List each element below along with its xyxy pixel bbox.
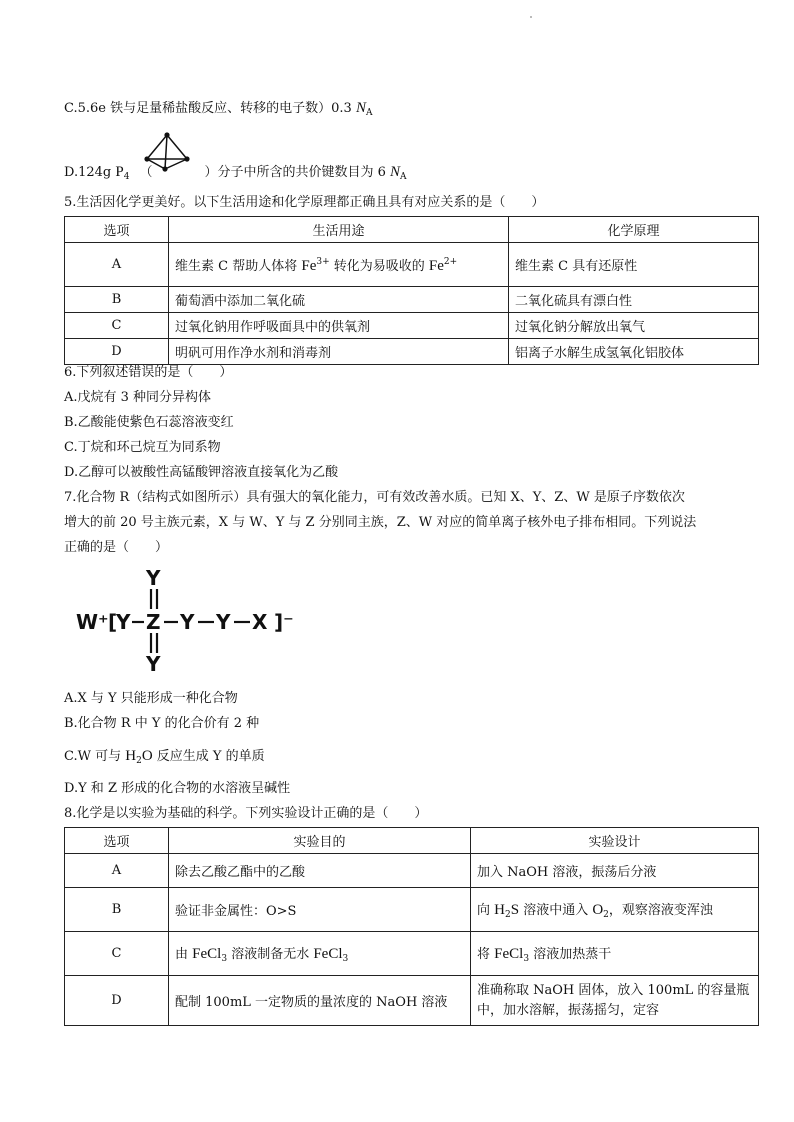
q7-option-a: A.X 与 Y 只能形成一种化合物 xyxy=(64,691,238,706)
q5-row-a-use: 维生素 C 帮助人体将 $Fe^{3+}$ 转化为易吸收的 $Fe^{2+}$ xyxy=(169,243,509,287)
structure-z: Z xyxy=(146,610,161,634)
q4-option-c: C.5.6e 铁与足量稀盐酸反应、转移的电子数）0.3 $N_A$ xyxy=(64,100,373,118)
table-row: D 配制 100mL 一定物质的量浓度的 NaOH 溶液 准确称取 NaOH 固体，放入 100mL 的容量瓶中，加水溶解，振荡摇匀，定容 xyxy=(65,976,759,1026)
q6-option-d: D.乙醇可以被酸性高锰酸钾溶液直接氧化为乙酸 xyxy=(64,465,339,480)
structure-bracket-open: [ xyxy=(108,610,118,634)
q6-stem: 6.下列叙述错误的是（ ） xyxy=(64,365,233,380)
q7-option-c: C.W 可与 $H_2O$ 反应生成 Y 的单质 xyxy=(64,748,265,766)
structure-y1: Y xyxy=(116,610,131,634)
q8-header-purpose: 实验目的 xyxy=(169,828,471,854)
q7-stem-line3: 正确的是（ ） xyxy=(64,540,169,555)
structure-bottom-y: Y xyxy=(146,652,161,676)
q5-header-principle: 化学原理 xyxy=(509,217,759,243)
q7-option-d: D.Y 和 Z 形成的化合物的水溶液呈碱性 xyxy=(64,781,291,796)
q6-option-b: B.乙酸能使紫色石蕊溶液变红 xyxy=(64,415,234,430)
q5-header-option: 选项 xyxy=(65,217,169,243)
table-row: D 明矾可用作净水剂和消毒剂 铝离子水解生成氢氧化铝胶体 xyxy=(65,339,759,365)
q5-header-use: 生活用途 xyxy=(169,217,509,243)
table-row: B 验证非金属性：O>S 向 $H_2S$ 溶液中通入 $O_2$，观察溶液变浑浊 xyxy=(65,888,759,932)
q7-stem-line2: 增大的前 20 号主族元素，X 与 W、Y 与 Z 分别同主族，Z、W 对应的简单离子核外电子排布相同。下列说法 xyxy=(64,515,697,530)
q5-header-row xyxy=(65,217,759,243)
q7-option-b: B.化合物 R 中 Y 的化合价有 2 种 xyxy=(64,716,260,731)
table-row: A 维生素 C 帮助人体将 $Fe^{3+}$ 转化为易吸收的 $Fe^{2+}$ 维生素 C 具有还原性 xyxy=(65,243,759,287)
q4-option-d: D.124g $P_4$ （ ）分子中所含的共价键数目为 6 $N_A$ xyxy=(64,164,407,182)
q7-stem-line1: 7.化合物 R（结构式如图所示）具有强大的氧化能力，可有效改善水质。已知 X、Y、Z、W 是原子序数依次 xyxy=(64,490,685,505)
structure-y2: Y xyxy=(180,610,195,634)
table-row: C 过氧化钠用作呼吸面具中的供氧剂 过氧化钠分解放出氧气 xyxy=(65,313,759,339)
structure-x: X xyxy=(252,610,268,634)
q6-option-a: A.戊烷有 3 种同分异构体 xyxy=(64,390,212,405)
compound-r-structure-diagram xyxy=(64,567,324,677)
q8-header-option: 选项 xyxy=(65,828,169,854)
structure-top-y: Y xyxy=(146,567,161,590)
q5-table xyxy=(64,216,759,365)
structure-bracket-close: ]⁻ xyxy=(274,610,294,634)
q8-header-row xyxy=(65,828,759,854)
q5-stem: 5.生活因化学更美好。以下生活用途和化学原理都正确且具有对应关系的是（ ） xyxy=(64,195,545,210)
table-row: A 除去乙酸乙酯中的乙酸 加入 NaOH 溶液，振荡后分液 xyxy=(65,854,759,888)
table-row: C 由 FeCl$_3$ 溶液制备无水 FeCl$_3$ 将 FeCl$_3$ 溶液加热蒸干 xyxy=(65,932,759,976)
q8-stem: 8.化学是以实验为基础的科学。下列实验设计正确的是（ ） xyxy=(64,806,428,821)
q8-table xyxy=(64,827,759,1026)
q6-option-c: C.丁烷和环己烷互为同系物 xyxy=(64,440,221,455)
q8-header-design: 实验设计 xyxy=(471,828,759,854)
structure-y3: Y xyxy=(216,610,231,634)
scan-speck xyxy=(530,16,532,18)
table-row: B 葡萄酒中添加二氧化硫 二氧化硫具有漂白性 xyxy=(65,287,759,313)
p4-tetrahedron-diagram xyxy=(143,131,193,173)
structure-w-plus: W⁺ xyxy=(76,610,109,634)
